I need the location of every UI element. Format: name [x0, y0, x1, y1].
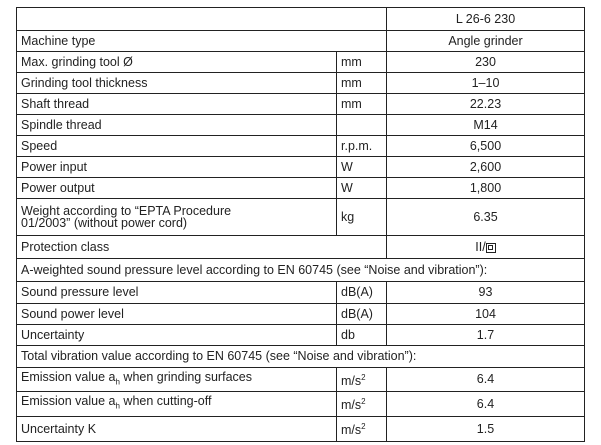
table-row — [17, 115, 585, 136]
table-row — [17, 199, 585, 236]
section-heading-row — [17, 259, 585, 282]
row-label: Emission value $a_h$ when cutting-off — [17, 392, 337, 417]
row-label: Weight according to “EPTA Procedure 01/2003” (without power cord) — [17, 199, 337, 236]
row-value: 104 — [387, 304, 585, 325]
row-unit: r.p.m. — [337, 136, 387, 157]
table-row — [17, 52, 585, 73]
table-row — [17, 94, 585, 115]
table-row — [17, 178, 585, 199]
row-label: Shaft thread — [17, 94, 337, 115]
row-unit: mm — [337, 73, 387, 94]
table-row — [17, 368, 585, 392]
row-label: Protection class — [17, 236, 387, 259]
row-unit: mm — [337, 94, 387, 115]
row-label: Max. grinding tool Ø — [17, 52, 337, 73]
row-label: Sound pressure level — [17, 282, 337, 304]
row-unit: $m/s^2$ — [337, 417, 387, 442]
table-row — [17, 136, 585, 157]
row-value: 93 — [387, 282, 585, 304]
row-value: 6.4 — [387, 368, 585, 392]
row-unit: $m/s^2$ — [337, 368, 387, 392]
table-header-row — [17, 8, 585, 31]
double-insulation-icon — [486, 243, 496, 253]
row-label: Sound power level — [17, 304, 337, 325]
table-row — [17, 325, 585, 346]
row-unit — [337, 115, 387, 136]
row-label: Uncertainty K — [17, 417, 337, 442]
row-value: 1.5 — [387, 417, 585, 442]
row-label: Grinding tool thickness — [17, 73, 337, 94]
row-label: Power output — [17, 178, 337, 199]
row-unit: W — [337, 178, 387, 199]
section-heading: A-weighted sound pressure level according to EN 60745 (see “Noise and vibration”): — [17, 259, 585, 282]
protection-class-text: II/ — [475, 239, 486, 254]
row-unit: dB(A) — [337, 304, 387, 325]
row-value: 230 — [387, 52, 585, 73]
row-value: M14 — [387, 115, 585, 136]
row-label: Machine type — [17, 31, 387, 52]
row-unit: dB(A) — [337, 282, 387, 304]
row-label: Speed — [17, 136, 337, 157]
row-value: 6,500 — [387, 136, 585, 157]
table-row — [17, 73, 585, 94]
table-row — [17, 417, 585, 442]
row-value: 1–10 — [387, 73, 585, 94]
row-label: Spindle thread — [17, 115, 337, 136]
row-value: 1.7 — [387, 325, 585, 346]
row-unit: kg — [337, 199, 387, 236]
table-row — [17, 304, 585, 325]
table-row — [17, 282, 585, 304]
table-row — [17, 392, 585, 417]
table-row — [17, 31, 585, 52]
model-name: L 26-6 230 — [387, 8, 585, 31]
section-heading: Total vibration value according to EN 60745 (see “Noise and vibration”): — [17, 346, 585, 368]
row-unit: mm — [337, 52, 387, 73]
row-unit: W — [337, 157, 387, 178]
row-value: 2,600 — [387, 157, 585, 178]
row-value: 22.23 — [387, 94, 585, 115]
table-row — [17, 236, 585, 259]
row-value — [387, 236, 585, 259]
table-row — [17, 157, 585, 178]
row-value: 6.4 — [387, 392, 585, 417]
row-unit: db — [337, 325, 387, 346]
row-value: 6.35 — [387, 199, 585, 236]
row-label: Uncertainty — [17, 325, 337, 346]
row-label: Emission value $a_h$ when grinding surfaces — [17, 368, 337, 392]
row-unit: $m/s^2$ — [337, 392, 387, 417]
technical-data-table — [16, 7, 585, 442]
row-label: Power input — [17, 157, 337, 178]
section-heading-row — [17, 346, 585, 368]
row-value: 1,800 — [387, 178, 585, 199]
row-value: Angle grinder — [387, 31, 585, 52]
